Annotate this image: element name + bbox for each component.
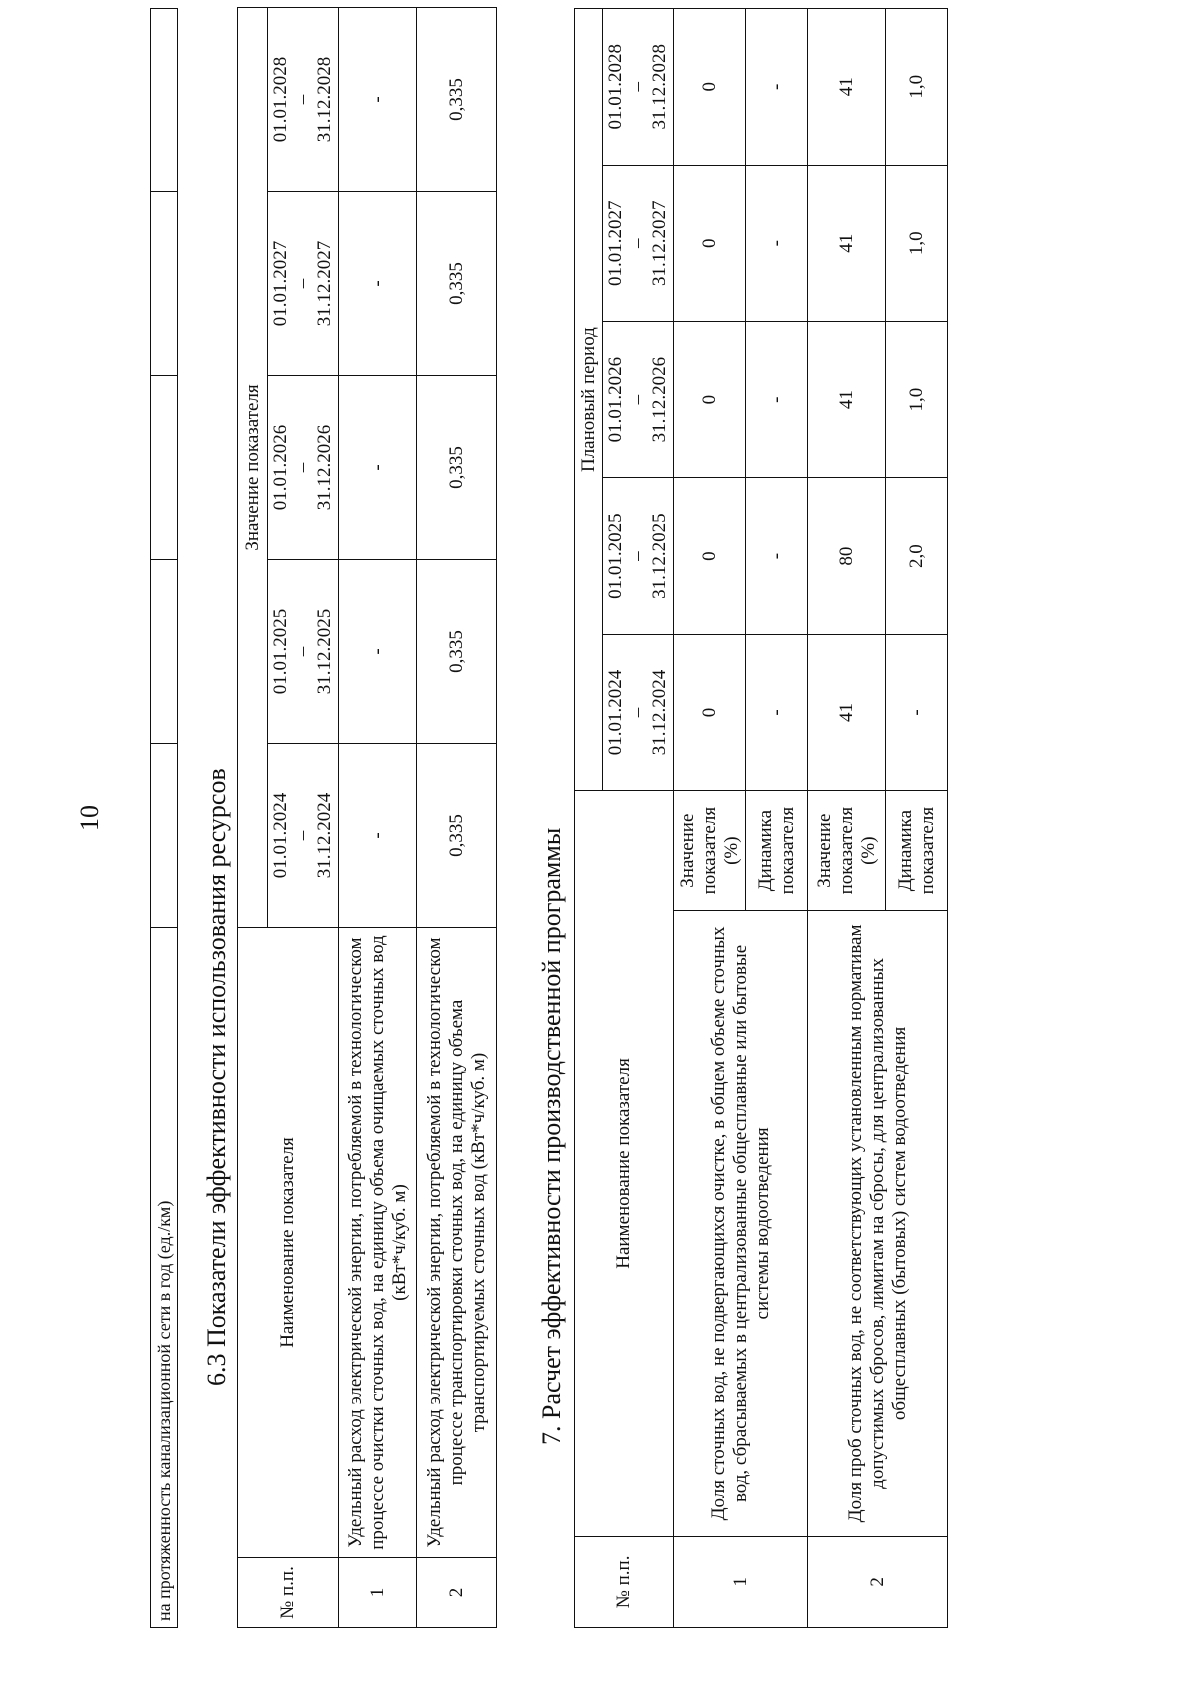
- value-cell: 80: [808, 478, 886, 634]
- value-cell: 0,335: [417, 7, 497, 191]
- value-cell: 1,0: [886, 321, 948, 477]
- header-name: Наименование показателя: [575, 791, 674, 1537]
- value-cell: 41: [808, 634, 886, 790]
- period-header: 01.01.2028 – 31.12.2028: [603, 9, 674, 166]
- value-cell: 0: [674, 321, 746, 477]
- value-cell: 0,335: [417, 376, 497, 560]
- table-row: [417, 7, 497, 1627]
- value-cell: 0: [674, 634, 746, 790]
- resource-efficiency-table: [237, 7, 497, 1628]
- indicator-name: Доля проб сточных вод, не соответствующих установленным нормативам допустимых сбросов, лимитам на сбросы, для централизованных общесплавных (бытовых) систем водоотведения: [808, 911, 948, 1537]
- period-header: 01.01.2024 – 31.12.2024: [603, 634, 674, 790]
- value-cell: 0,335: [417, 560, 497, 744]
- value-cell: 0: [674, 165, 746, 321]
- row-num: 1: [674, 1536, 808, 1627]
- value-cell: -: [886, 634, 948, 790]
- row-label: на протяженность канализационной сети в год (ед./км): [151, 927, 177, 1627]
- section-6-3-title: 6.3 Показатели эффективности использования ресурсов: [202, 768, 231, 1386]
- empty-cell: [151, 375, 177, 559]
- header-num: № п.п.: [575, 1536, 674, 1627]
- empty-cell: [151, 191, 177, 375]
- value-cell: -: [339, 376, 417, 560]
- value-cell: -: [746, 478, 808, 634]
- value-cell: 0,335: [417, 192, 497, 376]
- table-row: [808, 9, 886, 1628]
- period-header: 01.01.2024 – 31.12.2024: [268, 744, 339, 928]
- indicator-kind: Значение показателя (%): [808, 791, 886, 911]
- period-header: 01.01.2026 – 31.12.2026: [268, 376, 339, 560]
- value-cell: 1,0: [886, 9, 948, 166]
- program-efficiency-table: [574, 8, 948, 1628]
- value-cell: 1,0: [886, 165, 948, 321]
- indicator-kind: Значение показателя (%): [674, 791, 746, 911]
- value-cell: 41: [808, 9, 886, 166]
- value-cell: 0,335: [417, 744, 497, 928]
- value-cell: -: [339, 192, 417, 376]
- empty-cell: [151, 559, 177, 743]
- header-group: Плановый период: [575, 9, 603, 791]
- value-cell: -: [339, 744, 417, 928]
- indicator-name: Удельный расход электрической энергии, потребляемой в технологическом процессе транспортировки сточных вод, на единицу объема транспортируемых сточных вод (кВт*ч/куб. м): [417, 928, 497, 1558]
- value-cell: 0: [674, 478, 746, 634]
- value-cell: -: [746, 9, 808, 166]
- header-num: № п.п.: [238, 1558, 339, 1628]
- period-header: 01.01.2027 – 31.12.2027: [268, 192, 339, 376]
- indicator-name: Доля сточных вод, не подвергающихся очистке, в общем объеме сточных вод, сбрасываемых в централизованные общесплавные или бытовые системы водоотведения: [674, 911, 808, 1537]
- period-header: 01.01.2025 – 31.12.2025: [268, 560, 339, 744]
- indicator-kind: Динамика показателя: [746, 791, 808, 911]
- period-header: 01.01.2025 – 31.12.2025: [603, 478, 674, 634]
- row-num: 2: [417, 1558, 497, 1628]
- value-cell: 41: [808, 165, 886, 321]
- indicator-kind: Динамика показателя: [886, 791, 948, 911]
- value-cell: -: [339, 560, 417, 744]
- value-cell: -: [746, 321, 808, 477]
- row-num: 2: [808, 1536, 948, 1627]
- header-name: Наименование показателя: [238, 928, 339, 1558]
- page-number: 10: [75, 805, 104, 831]
- indicator-name: Удельный расход электрической энергии, потребляемой в технологическом процессе очистки сточных вод, на единицу объема очищаемых сточных вод (кВт*ч/куб. м): [339, 928, 417, 1558]
- table-row: [674, 9, 746, 1628]
- period-header: 01.01.2027 – 31.12.2027: [603, 165, 674, 321]
- header-group: Значение показателя: [238, 7, 268, 927]
- value-cell: -: [746, 634, 808, 790]
- value-cell: 41: [808, 321, 886, 477]
- continued-table-row: [150, 8, 178, 1628]
- section-7-title: 7. Расчет эффективности производственной программы: [537, 827, 566, 1445]
- value-cell: -: [746, 165, 808, 321]
- period-header: 01.01.2028 – 31.12.2028: [268, 7, 339, 191]
- empty-cell: [151, 7, 177, 191]
- value-cell: -: [339, 7, 417, 191]
- empty-cell: [151, 743, 177, 927]
- table-row: [339, 7, 417, 1627]
- period-header: 01.01.2026 – 31.12.2026: [603, 321, 674, 477]
- row-num: 1: [339, 1558, 417, 1628]
- value-cell: 0: [674, 9, 746, 166]
- value-cell: 2,0: [886, 478, 948, 634]
